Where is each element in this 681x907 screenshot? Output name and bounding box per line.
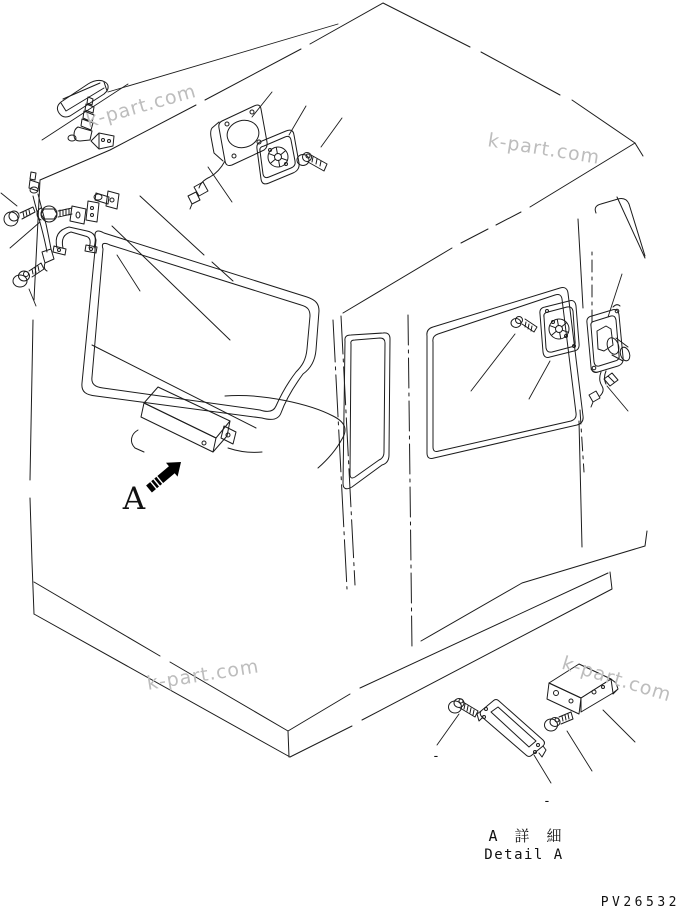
harness-connector [188, 161, 225, 209]
detail-bolt-front [449, 699, 479, 718]
side-mounting-screw [511, 317, 537, 333]
watermark-top-right: k-part.com [486, 129, 602, 169]
wiper-bolt-lower [13, 263, 44, 287]
watermark-top-left: k-part.com [83, 80, 199, 133]
hole-cover-flange [211, 105, 267, 166]
lamp-harness [589, 371, 618, 407]
watermarks [84, 80, 674, 706]
grab-handle [131, 430, 144, 452]
detail-bolt-rear [545, 712, 574, 731]
watermark-bottom-right: k-part.com [559, 652, 675, 707]
wiper-bolt-upper [4, 207, 35, 226]
view-a-marker: A [122, 481, 146, 517]
right-side-windows [333, 199, 645, 650]
pivot-parts [94, 191, 119, 209]
u-bracket [53, 227, 97, 255]
roof-cover-assembly [188, 105, 327, 209]
view-a-arrow [146, 462, 181, 493]
windshield [82, 231, 319, 419]
side-speaker-plate [540, 301, 579, 358]
part-number-dash-left: - [432, 749, 440, 764]
drawing-number: PV26532 [600, 895, 680, 907]
detail-caption-jp: A 詳 細 [488, 827, 566, 845]
roof-mounting-bolt [297, 153, 327, 172]
hinge-bracket [91, 133, 114, 149]
radio-bracket [477, 700, 546, 758]
detail-caption-en: Detail A [484, 847, 564, 863]
part-number-dash-right: - [543, 794, 551, 809]
watermark-bottom-left: k-part.com [145, 655, 261, 695]
motor-bracket [70, 201, 99, 224]
wiper-motor [37, 206, 72, 222]
roof-speaker-plate [257, 130, 299, 184]
radio-unit-installed [141, 387, 236, 452]
cab-interior [92, 196, 345, 468]
